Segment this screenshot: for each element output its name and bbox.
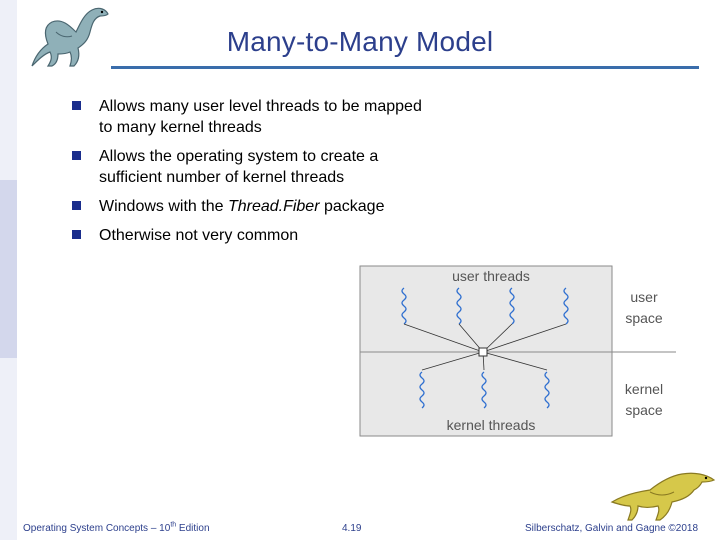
lwp-node-icon <box>479 348 487 356</box>
bullet-item <box>70 96 430 138</box>
footer-page-number: 4.19 <box>342 523 362 534</box>
bullet-text-emphasis: Thread.Fiber <box>227 198 320 215</box>
dinosaur-icon <box>610 462 718 524</box>
bullet-item <box>70 196 430 217</box>
page-title: Many-to-Many Model <box>226 26 494 57</box>
footer-copyright: Silberschatz, Galvin and Gagne ©2018 <box>525 523 699 534</box>
bullet-item <box>70 225 430 246</box>
sidebar-accent <box>0 180 17 358</box>
dinosaur-icon <box>22 4 114 70</box>
square-bullet-icon <box>72 151 81 160</box>
bullet-list <box>70 96 430 254</box>
kernel-space-label-line1: kernel <box>624 381 664 397</box>
bullet-text: Otherwise not very common <box>99 227 299 244</box>
bullet-text-prefix: Windows with the <box>99 198 228 215</box>
square-bullet-icon <box>72 101 81 110</box>
user-space-label-line2: space <box>625 310 663 326</box>
user-space-label-line1: user <box>630 289 658 305</box>
title-divider <box>111 66 699 69</box>
square-bullet-icon <box>72 230 81 239</box>
kernel-space-label-line2: space <box>625 402 663 418</box>
bullet-item <box>70 146 430 188</box>
bullet-text: Allows many user level threads to be mapped to many kernel threads <box>99 98 422 136</box>
bullet-text: Allows the operating system to create a sufficient number of kernel threads <box>99 148 379 186</box>
square-bullet-icon <box>72 201 81 210</box>
footer-book-title: Operating System Concepts – 10th Edition <box>23 521 210 534</box>
user-threads-label: user threads <box>452 268 530 284</box>
bullet-text-suffix: package <box>319 198 385 215</box>
many-to-many-diagram <box>358 264 678 440</box>
kernel-threads-label: kernel threads <box>446 417 536 433</box>
